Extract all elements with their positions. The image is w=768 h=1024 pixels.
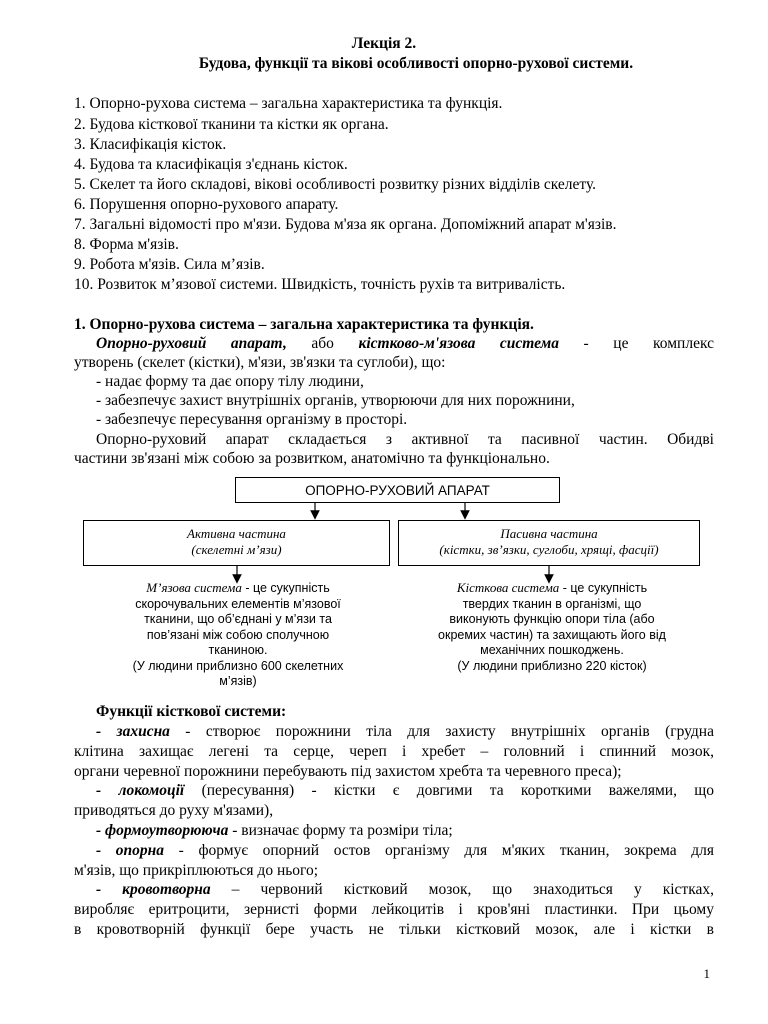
function-text: – червоний кістковий мозок, що знаходиться у кістках, <box>210 881 715 898</box>
function-text: (пересування) - кістки є довгими та короткими важелями, що <box>184 782 714 799</box>
passive-part-box <box>398 520 700 566</box>
toc-item: 4. Будова та класифікація з'єднань кісток. <box>74 156 348 173</box>
function-term: - захисна <box>96 723 170 740</box>
toc-item: 5. Скелет та його складові, вікові особливості розвитку різних відділів скелету. <box>74 176 597 193</box>
desc-text: пов’язані між собою сполучною <box>146 627 330 642</box>
toc-item: 10. Розвиток м’язової системи. Швидкість, точність рухів та витривалість. <box>74 276 566 293</box>
passive-part-subtitle: (кістки, зв’язки, суглоби, хрящі, фасції) <box>439 542 659 557</box>
desc-text: тканини, що об’єднані у м’язи та <box>144 612 332 626</box>
diagram-root-label: ОПОРНО-РУХОВИЙ АПАРАТ <box>305 482 490 498</box>
toc-item: 7. Загальні відомості про м'язи. Будова м'яза як органа. Допоміжний апарат м'язів. <box>74 216 617 233</box>
bullet-item: - забезпечує захист внутрішніх органів, утворюючи для них порожнини, <box>96 392 575 409</box>
toc-item: 1. Опорно-рухова система – загальна характеристика та функція. <box>74 95 503 112</box>
function-term: - опорна <box>96 842 165 859</box>
desc-text: (У людини приблизно 600 скелетних <box>132 658 344 673</box>
term-musculoskeletal: Опорно-руховий апарат, <box>96 335 287 352</box>
desc-text: окремих частин) та захищають його від <box>438 627 666 642</box>
toc-item: 3. Класифікація кісток. <box>74 136 227 153</box>
bone-system-description <box>412 580 692 674</box>
function-line <box>96 821 736 840</box>
passive-part-title: Пасивна частина <box>500 526 598 541</box>
lecture-title: Будова, функції та вікові особливості опорно-рухової системи. <box>198 55 634 72</box>
toc-item: 2. Будова кісткової тканини та кістки як органа. <box>74 116 389 133</box>
bone-system-term: Кісткова система <box>456 580 560 595</box>
desc-text: виконують функцію опори тіла (або <box>449 612 655 626</box>
function-line: виробляє еритроцити, зернисті форми лейкоцитів і кров'яні пластинки. При цьому <box>74 901 714 918</box>
function-line: м'язів, що прикріплюються до нього; <box>74 862 319 879</box>
desc-text: м’язів) <box>219 674 257 688</box>
function-text: - формує опорний остов організму для м'яких тканин, зокрема для <box>164 842 715 859</box>
function-term: - кровотворна <box>96 881 211 898</box>
toc-item: 8. Форма м'язів. <box>74 236 179 253</box>
muscle-system-description <box>98 580 378 690</box>
paragraph-line: Опорно-руховий апарат складається з активної та пасивної частин. Обидві <box>96 431 714 448</box>
desc-text: механічних пошкоджень. <box>480 643 624 657</box>
intro-text: або <box>286 335 359 352</box>
intro-text: - це комплекс <box>558 335 714 352</box>
section-heading: 1. Опорно-рухова система – загальна характеристика та функція. <box>74 316 534 333</box>
functions-heading: Функції кісткової системи: <box>96 703 287 720</box>
paragraph-line: частини зв'язані між собою за розвитком, анатомічно та функціонально. <box>74 450 550 467</box>
function-term: - локомоції <box>96 782 185 799</box>
diagram-root-box <box>235 477 560 503</box>
function-line: органи черевної порожнини перебувають під захистом хребта та черевного преса); <box>74 763 622 780</box>
bullet-item: - забезпечує пересування організму в просторі. <box>96 411 408 428</box>
bullet-item: - надає форму та дає опору тілу людини, <box>96 373 364 390</box>
desc-text: (У людини приблизно 220 кісток) <box>457 658 647 673</box>
function-term: - формоутворююча <box>96 822 229 839</box>
desc-text: твердих тканин в організмі, що <box>462 596 642 611</box>
function-text: - визначає форму та розміри тіла; <box>228 822 453 839</box>
term-bone-muscle-system: кістково-м'язова система <box>358 335 559 352</box>
function-line: приводяться до руху м'язами), <box>74 802 274 819</box>
function-line: в кровотворній функції бере участь не тільки кістковий мозок, але і кістки в <box>74 921 714 938</box>
desc-text: - це сукупність <box>241 581 330 595</box>
function-text: - створює порожнини тіла для захисту внутрішніх органів (грудна <box>169 723 714 740</box>
desc-text: скорочувальних елементів м’язової <box>135 596 341 611</box>
intro-line: утворень (скелет (кістки), м'язи, зв'язки та суглоби), що: <box>74 354 446 371</box>
desc-text: - це сукупність <box>559 581 648 595</box>
muscle-system-term: М’язова система <box>146 580 242 595</box>
page-number: 1 <box>703 966 710 981</box>
lecture-number: Лекція 2. <box>351 35 417 52</box>
function-line: клітина захищає легені та серце, череп і хребет – головний і спинний мозок, <box>74 743 714 760</box>
active-part-title: Активна частина <box>187 526 286 541</box>
desc-text: тканиною. <box>208 643 268 657</box>
toc-item: 6. Порушення опорно-рухового апарату. <box>74 196 339 213</box>
active-part-subtitle: (скелетні м’язи) <box>191 542 282 557</box>
active-part-box <box>83 520 390 566</box>
toc-item: 9. Робота м'язів. Сила м’язів. <box>74 256 265 273</box>
